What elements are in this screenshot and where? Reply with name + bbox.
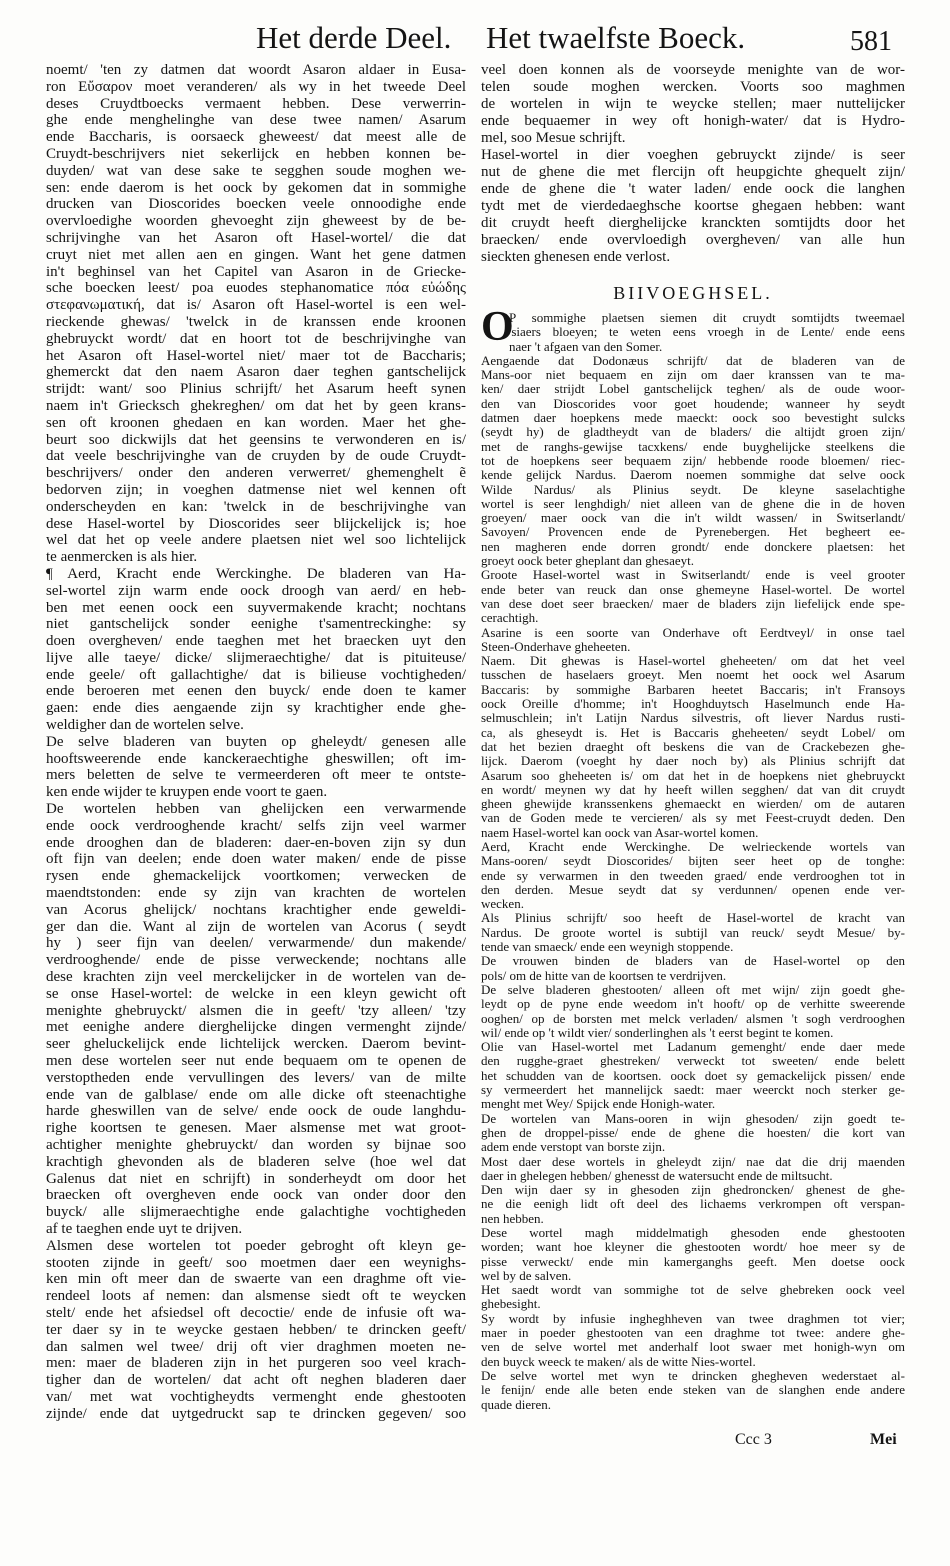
text-line: drucken van Dioscorides boecken veele onnoodighe ende xyxy=(46,196,466,213)
text-line: den buyck weeck te maken/ als de witte Nies-wortel. xyxy=(481,1353,756,1369)
text-line: Groote Hasel-wortel wast in Switserlandt/ ende is veel grooter xyxy=(481,567,905,583)
text-line: ende Baccharis, is oorsaeck gheweest/ dat meest alle de xyxy=(46,129,466,146)
text-line: sche boecken leest/ poa euodes stephanomatice πόα εὐώδης xyxy=(46,280,466,297)
text-line: niet gantschelijck sonder eenighe t'samentreckinghe: sy xyxy=(46,616,466,633)
text-line: ger dan die. Want al zijn de wortelen van Acorus ( seydt xyxy=(46,918,466,935)
text-line: naem in't Griecksch ghekreghen/ om dat het by geen krans- xyxy=(46,397,466,414)
text-line: στεφανωματική, dat is/ Asaron oft Hasel-wortel is een wel- xyxy=(46,297,466,314)
text-line: tigher dan de wortelen/ dat acht oft neghen bladeren daer xyxy=(46,1372,466,1389)
text-line: ende bequaemer in wey oft honigh-water/ dat is Hydro- xyxy=(481,113,905,129)
paragraph xyxy=(46,566,466,734)
text-line: ron Εὔσαρον moet veranderen/ als wy in het tweede Deel xyxy=(46,78,466,95)
paragraph xyxy=(481,354,905,568)
text-line: en wordt/ meynen wy dat hy heeft willen segghen/ dat van dit cruydt xyxy=(481,781,905,797)
text-line: braecken/ ende overvloedigh overgheven/ van alle hun xyxy=(481,232,905,248)
paragraph xyxy=(481,147,905,266)
text-line: beurt soo dickwijls dat het geensins te verwonderen en is/ xyxy=(46,431,466,448)
paragraph xyxy=(481,1369,905,1412)
text-line: ghebesight. xyxy=(481,1296,541,1312)
text-line: tot de hoepkens seer bequaem zijn/ hebbende roode bloemen/ riec- xyxy=(481,452,905,468)
text-line: sel-wortel zijn warm ende oock droogh van aerd/ en heb- xyxy=(46,582,466,599)
text-line: righe koortsen te genesen. Maer alsmense met wat groot- xyxy=(46,1120,466,1137)
paragraph xyxy=(46,801,466,1238)
text-line: van/ met wat vochtigheydts vermenght ende ghestooten xyxy=(46,1388,466,1405)
text-line: sen: ende daerom is het oock by gekomen dat in sommighe xyxy=(46,179,466,196)
text-line: in't beghinsel van het Capitel van Asaron in de Griecke- xyxy=(46,263,466,280)
text-line: ¶ Aerd, Kracht ende Werckinghe. De bladeren van Ha- xyxy=(46,565,466,582)
text-line: groeyen/ maer oock van die in't wildt wassen/ in Switserlandt/ xyxy=(481,510,905,526)
paragraph xyxy=(481,1226,905,1283)
text-line: sieckten ghenesen ende verlost. xyxy=(481,249,671,265)
signature-mark: Ccc 3 xyxy=(735,1431,772,1448)
text-line: ben met eenen oock een suyvermakende kracht; nochtans xyxy=(46,599,466,616)
text-line: P sommighe plaetsen siemen dit cruydt somtijdts tweemael xyxy=(509,310,905,325)
text-line: bedorven zijn; in voeghen datmense niet wel kennen oft xyxy=(46,481,466,498)
text-line: pols/ om de hitte van de koortsen te verdrijven. xyxy=(481,967,727,983)
text-line: Steen-Onderhave gheheeten. xyxy=(481,638,631,654)
text-line: tende van smaeck/ ende een weynigh stoppende. xyxy=(481,939,734,955)
text-line: lijck. Daerom (voeght hy daer noch by) als Plinius schrijft dat xyxy=(481,753,905,769)
text-line: ghemerckt dat den naem Asaron daer teghen gantschelijck xyxy=(46,364,466,381)
text-line: krachtigh ghevonden als de bladeren selve (hoe wel dat xyxy=(46,1153,466,1170)
paragraph xyxy=(481,654,905,840)
text-line: verstoptheden ende vervullingen des levers/ van de milte xyxy=(46,1069,466,1086)
text-line: groeyt oock beter gheplant dan ghesaeyt. xyxy=(481,553,694,569)
text-line: harde gheswillen van de selve/ ende oock de oude langhdu- xyxy=(46,1103,466,1120)
text-line: maer in poeder ghestooten van een draghme tot twee: andere ghe- xyxy=(481,1325,905,1341)
text-line: van de Goden mede te vercieren/ als sy met Feest-cruydt deden. Den xyxy=(481,810,905,826)
text-line: nut de ghene die met flercijn oft heupgichte ghequelt zijn/ xyxy=(481,164,905,180)
text-line: se onse Hasel-wortel: de welcke in een kleyn gewicht oft xyxy=(46,985,466,1002)
text-line: dese krachten zijn veel merckelijcker in de wortelen van de- xyxy=(46,969,466,986)
text-line: (seydt hy) de gladtheydt van de bladers/ die altijdt groen zijn/ xyxy=(481,424,905,440)
text-line: daer in ghelegen hebben/ ghenesst de watersucht ende de miltsucht. xyxy=(481,1167,833,1183)
text-line: Mans-ooren/ seydt Dioscorides/ bijten seer heet op de tonghe: xyxy=(481,853,905,869)
paragraph xyxy=(481,911,905,954)
text-line: doen overgheven/ ende taeghen met het braecken uyt den xyxy=(46,633,466,650)
text-line: Mans-oor niet bequaem en zijn om daer kranssen van te ma- xyxy=(481,367,905,383)
text-line: oft fijn van deelen; ende doen water maken/ ende de pisse xyxy=(46,851,466,868)
text-line: worden; want hoe kleyner die ghestooten wordt/ hoe meer sy de xyxy=(481,1239,905,1255)
text-line: Nardus. De groote wortel is subtijl van reuck/ seydt Mesue/ by- xyxy=(481,924,905,940)
text-line: Asarum soo gheheeten is/ om dat het in de hoepkens niet ghebruyckt xyxy=(481,767,905,783)
text-line: Wilde Nardus/ als Plinius seydt. De kleyne saselachtighe xyxy=(481,481,905,497)
text-line: Den wijn daer sy in ghesoden zijn ghedroncken/ ghenest de ghe- xyxy=(481,1182,905,1198)
supplement-section xyxy=(481,304,905,1412)
paragraph xyxy=(481,1312,905,1369)
paragraph xyxy=(46,62,466,566)
text-line: oock Oreille d'homme; in't Hooghduytsch Haselmunch ende Ha- xyxy=(481,696,905,712)
text-line: dat het bezien draeght oft beskens die van de Crackebezen ghe- xyxy=(481,738,905,754)
text-line: met de ranghs-gewijse tacxkens/ ende buyghelijcke steelkens die xyxy=(481,438,905,454)
text-line: tusschen de haselaers groeyt. Men noemt het oock wel Asarum xyxy=(481,667,905,683)
running-head-book: Het twaelfste Boeck. xyxy=(486,20,746,55)
text-line: wel dat het op veele andere plaetsen niet wel soo lichtelijck xyxy=(46,532,466,549)
text-line: wel by de salven. xyxy=(481,1267,572,1283)
paragraph xyxy=(46,734,466,801)
text-line: ende drooghen dan de bladeren: daer-en-boven zijn sy dun xyxy=(46,834,466,851)
text-line: maendtstonden: ende sy zijn van krachten de wortelen xyxy=(46,885,466,902)
text-line: De vrouwen binden de bladers van de Hasel-wortel op den xyxy=(481,953,905,969)
text-line: dit cruydt heeft dierghelijcke kranckten somtijdts door het xyxy=(481,215,905,231)
text-line: dat veele beschrijvinghe van de cruyden by de oude Cruydt- xyxy=(46,448,466,465)
text-line: mers beletten de selve te vermeerderen oft meer te ontste- xyxy=(46,767,466,784)
text-line: weldigher dan de wortelen selve. xyxy=(46,717,244,734)
catchword: Mei xyxy=(870,1431,897,1448)
supplement-heading: BIIVOEGHSEL. xyxy=(613,283,773,303)
text-line: seer gheluckelijck ende lichtelijck wercken. Daerom bevint- xyxy=(46,1036,466,1053)
page-number: 581 xyxy=(850,26,892,57)
text-line: stelt/ ende het afsiedsel oft decoctie/ ende de infusie oft wa- xyxy=(46,1304,466,1321)
text-line: leydt op de pyne ende weedom in't hooft/ op de verhitte sweerende xyxy=(481,996,905,1012)
text-line: rysen ende ghemackelijck voortkomen; verwecken de xyxy=(46,868,466,885)
text-line: wortel is seer lenghdigh/ niet alleen van de ghene die in de hoven xyxy=(481,495,905,511)
text-line: Most daer dese wortels in gheleydt zijn/ nae dat die drij maenden xyxy=(481,1153,905,1169)
text-line: ken min oft meer dan de swaerte van een draghme oft vie- xyxy=(46,1271,466,1288)
text-line: Aengaende dat Dodonæus schrijft/ dat de bladeren van de xyxy=(481,352,905,368)
text-line: te aenmercken is als hier. xyxy=(46,549,198,566)
text-line: noemt/ 'ten zy datmen dat woordt Asaron aldaer in Eusa- xyxy=(46,62,466,78)
paragraph xyxy=(481,983,905,1040)
text-line: verdrooghende/ ende de pisse verweckende; nochtans alle xyxy=(46,952,466,969)
text-line: Dese wortel magh middelmatigh ghesoden ende ghestooten xyxy=(481,1225,905,1240)
text-line: ende sy verwarmen in den tweeden graed/ ende verdrooghen tot in xyxy=(481,867,905,883)
text-line: dan salmen wel twee/ drij oft vier draghmen moeten ne- xyxy=(46,1338,466,1355)
paragraph xyxy=(46,1238,466,1423)
text-line: nen magheren ende dorren grondt/ ende donckere plaetsen: het xyxy=(481,538,905,554)
text-line: het Asaron oft Hasel-wortel niet/ maer tot de Baccharis; xyxy=(46,347,466,364)
text-line: mel, soo Mesue schrijft. xyxy=(481,130,626,146)
text-line: van dese doet seer braecken/ maer de bladers zijn liefelijck ende spe- xyxy=(481,595,905,611)
text-line: ken ende wijder te kruypen ende voort te gaen. xyxy=(46,784,328,801)
text-line: cerachtigh. xyxy=(481,610,539,626)
paragraph xyxy=(481,1183,905,1226)
text-line: van Acorus ghelijck/ nochtans krachtigher ende geweldi- xyxy=(46,901,466,918)
text-line: Het saedt wordt van sommighe tot de selve ghebreken oock veel xyxy=(481,1282,905,1298)
text-line: Alsmen dese wortelen tot poeder gebroght oft kleyn ge- xyxy=(46,1237,466,1254)
text-line: den rugghe-graet ghestreken/ verweckt tot sweeten/ ende belett xyxy=(481,1053,905,1069)
text-line: Savoyen/ Provencen ende de Pyrenebergen. Het begheert ee- xyxy=(481,524,905,540)
text-line: Cruydt-beschrijvers niet sekerlijck en hebben konnen be- xyxy=(46,145,466,162)
text-line: ven de selve wortel met anderhalf loot swaer met honigh-wyn om xyxy=(481,1339,905,1355)
text-line: gheen ghewijde kranssenkens ghemaeckt en wierden/ om de autaren xyxy=(481,796,905,812)
text-line: menght met Wey/ Spijck ende Honigh-water. xyxy=(481,1096,716,1112)
left-column xyxy=(46,62,466,1423)
paragraph xyxy=(481,62,905,147)
text-line: naer 't afgaen van den Somer. xyxy=(509,338,663,354)
text-line: Als Plinius schrijft/ soo heeft de Hasel-wortel de kracht van xyxy=(481,910,905,926)
text-line: strijdt: want/ soo Plinius schrijft/ het Asarum heeft synen xyxy=(46,381,466,398)
paragraph xyxy=(481,311,905,354)
text-line: menighte ghebruyckt/ alsmen die in geeft/ 'tzy alleen/ 'tzy xyxy=(46,1002,466,1019)
text-line: hy ) seer fijn van deelen/ verwarmende/ dun makende/ xyxy=(46,935,466,952)
text-line: Hasel-wortel in dier voeghen gebruyckt zijnde/ is seer xyxy=(481,147,905,163)
paragraph xyxy=(481,1112,905,1155)
right-column xyxy=(481,62,905,266)
text-line: men: maer de bladeren zijn in het purgeren soo veel krach- xyxy=(46,1355,466,1372)
paragraph xyxy=(481,1283,905,1312)
text-line: ende beter van reuck dan onse ghemeyne Hasel-wortel. De wortel xyxy=(481,581,905,597)
text-line: rieckende ghewas/ 'twelck in de kranssen ende kroonen xyxy=(46,313,466,330)
text-line: gaen: ende dies aengaende zijn sy krachtigher ende ghe- xyxy=(46,700,466,717)
text-line: braecken oft overgheven ende oock van onder door den xyxy=(46,1187,466,1204)
text-line: met eenighe andere dierghelijcke dingen vermenght zijnde/ xyxy=(46,1019,466,1036)
text-line: adem ende verstopt van borste zijn. xyxy=(481,1139,666,1155)
text-line: naem Hasel-wortel kan oock van Asar-wortel komen. xyxy=(481,824,759,840)
paragraph xyxy=(481,954,905,983)
text-line: ghebruyckt wordt/ dat en hoort tot de beschrijvinghe van xyxy=(46,330,466,347)
text-line: De selve wortel met wyn te drincken ghegheven wederstaet al- xyxy=(481,1367,905,1383)
text-line: Sy wordt by infusie ingheghheven van twee draghmen tot vier; xyxy=(481,1310,905,1326)
text-line: de wortelen in wijn te weycke stellen; maer nuttelijcker xyxy=(481,96,905,112)
text-line: ne die eenigh lidt oft deel des lichaems verkrompen oft verspan- xyxy=(481,1196,905,1212)
text-line: rendeel loots af nemen: dan alsmense siedt oft te weycken xyxy=(46,1288,466,1305)
text-line: het schudden van de koortsen. oock doet sy gemackelijck pissen/ ende xyxy=(481,1067,905,1083)
text-line: duyden/ wat van dese sake te segghen soude moghen we- xyxy=(46,162,466,179)
text-line: telen soude moghen wercken. Voorts soo maghmen xyxy=(481,79,905,95)
text-line: ooghen/ op de borsten met melck verladen/ alsmen 't sogh verdrooghen xyxy=(481,1010,905,1026)
text-line: le fenijn/ ende alle beten ende steken van de slanghen ende andere xyxy=(481,1382,905,1398)
text-line: Olie van Hasel-wortel met Ladanum gemenght/ ende daer mede xyxy=(481,1039,905,1055)
text-line: sy vermeerdert het mannelijck saedt: maer weerckt noch sterker ge- xyxy=(481,1082,905,1098)
text-line: deses Cruydtboecks vermaent hebben. Dese verwerrin- xyxy=(46,95,466,112)
text-line: men dese wortelen seer nut ende bequaem om te openen de xyxy=(46,1053,466,1070)
text-line: overvloedighe woorden ghevoeght zijn gheweest by de be- xyxy=(46,213,466,230)
text-line: Baccaris: by sommighe Barbaren heetet Baccaris; in't Fransoys xyxy=(481,681,905,697)
text-line: ter daer sy in te weycke gestaen hebben/ te drincken geeft/ xyxy=(46,1321,466,1338)
text-line: ende de ghene die 't water laden/ ende oock die langhen xyxy=(481,181,905,197)
text-line: ende oock verdrooghende kracht/ selfs zijn veel warmer xyxy=(46,817,466,834)
text-line: af te taeghen ende uyt te drijven. xyxy=(46,1220,243,1237)
text-line: den van Dioscorides voor goet houdende; wanneer hy seydt xyxy=(481,395,905,411)
paragraph xyxy=(481,568,905,625)
text-line: ende beroeren met eenen den buyck/ ende doen te kamer xyxy=(46,683,466,700)
text-line: De wortelen van Mans-ooren in wijn ghesoden/ zijn goedt te- xyxy=(481,1110,905,1126)
text-line: kende gelijck Nardus. Daerom noemen sommighe dat selve oock xyxy=(481,467,905,483)
text-line: nen hebben. xyxy=(481,1210,544,1226)
paragraph xyxy=(481,626,905,655)
drop-cap: O xyxy=(481,304,514,350)
text-line: 'siaers bloeyen; te weten eens vroegh in de Lente/ ende eens xyxy=(509,324,905,340)
text-line: Asarine is een soorte van Onderhave oft Eerdtveyl/ in onse tael xyxy=(481,624,905,640)
text-line: Naem. Dit ghewas is Hasel-wortel gheheeten/ om dat het veel xyxy=(481,653,905,669)
text-line: buyck/ alle slijmeraechtighe ende galachtighe vochtigheden xyxy=(46,1204,466,1221)
text-line: cruyt niet met allen aen en gingen. Want het gene datmen xyxy=(46,246,466,263)
text-line: ghe ende menghelinghe van dese twee namen/ Asarum xyxy=(46,112,466,129)
text-line: datmen daer hoepkens mede maeckt: oock soo bevestight sulcks xyxy=(481,410,905,426)
text-line: hooftsweerende ende kanckeraechtighe gheswillen; oft im- xyxy=(46,750,466,767)
text-line: Galenus dat niet en schrijft) in sonderheydt om door het xyxy=(46,1170,466,1187)
paragraph xyxy=(481,1040,905,1111)
text-line: schrijvinghe van het Asaron oft Hasel-wortel/ die dat xyxy=(46,229,466,246)
text-line: dese Hasel-wortel by Dioscorides seer blijckelijck is; hoe xyxy=(46,515,466,532)
text-line: wil/ ende op 't wildt vier/ sonderlinghen als 't eerst begint te komen. xyxy=(481,1024,834,1040)
text-line: stooten zijnde in geeft/ soo moetmen daer een weynighs- xyxy=(46,1254,466,1271)
text-line: De selve bladeren ghestooten/ alleen oft met wijn/ zijn goedt ghe- xyxy=(481,981,905,997)
text-line: selmuschlein; in't Latijn Nardus silvestris, oft liever Nardus rusti- xyxy=(481,710,905,726)
text-line: sen oft kroonen ghedaen en kan worden. Maer het ghe- xyxy=(46,414,466,431)
text-line: ende geele/ oft gallachtighe/ dat is bilieuse vochtigheden/ xyxy=(46,666,466,683)
text-line: ende van de galblase/ ende om alle dicke oft steenachtighe xyxy=(46,1086,466,1103)
text-line: De selve bladeren van buyten op gheleydt/ genesen alle xyxy=(46,733,466,750)
paragraph xyxy=(481,1155,905,1184)
running-head-part: Het derde Deel. xyxy=(256,20,452,55)
text-line: zijnde/ ende dat uytgedruckt sap te drincken gegeven/ soo xyxy=(46,1405,466,1422)
text-line: den derden. Mesue seydt dat sy verdunnen/ openen ende ver- xyxy=(481,881,905,897)
text-line: onderscheyden en kan: 'twelck in de beschrijvinghe van xyxy=(46,498,466,515)
text-line: quade dieren. xyxy=(481,1396,552,1412)
text-line: ghen de droppel-pisse/ ende de ghene die hoesten/ die kort van xyxy=(481,1124,905,1140)
text-line: pisse verweckt/ ende min kamerganghs geeft. Men doetse oock xyxy=(481,1253,905,1269)
text-line: beschrijvers/ onder den anderen verwerret/ ghemenghelt ẽ xyxy=(46,465,466,482)
text-line: De wortelen hebben van ghelijcken een verwarmende xyxy=(46,801,466,818)
text-line: lijve alle taeye/ dicke/ slijmeraechtighe/ dat is pituiteuse/ xyxy=(46,649,466,666)
paragraph xyxy=(481,840,905,911)
text-line: ken/ daer strijdt Lobel gantschelijck teghen/ als de oude woor- xyxy=(481,381,905,397)
text-line: ca, als gheseydt is. Het is Baccaris gheheeten/ seydt Lobel/ om xyxy=(481,724,905,740)
text-line: achtigher menighte ghebruyckt/ dan worden sy bijnae soo xyxy=(46,1137,466,1153)
text-line: veel doen konnen als de voorseyde menighte van de wor- xyxy=(481,62,905,78)
text-line: wecken. xyxy=(481,896,524,912)
text-line: Aerd, Kracht ende Werckinghe. De welrieckende wortels van xyxy=(481,838,905,854)
text-line: tydt met de vierdedaeghsche koortse ghegaen hebben: want xyxy=(481,198,905,214)
